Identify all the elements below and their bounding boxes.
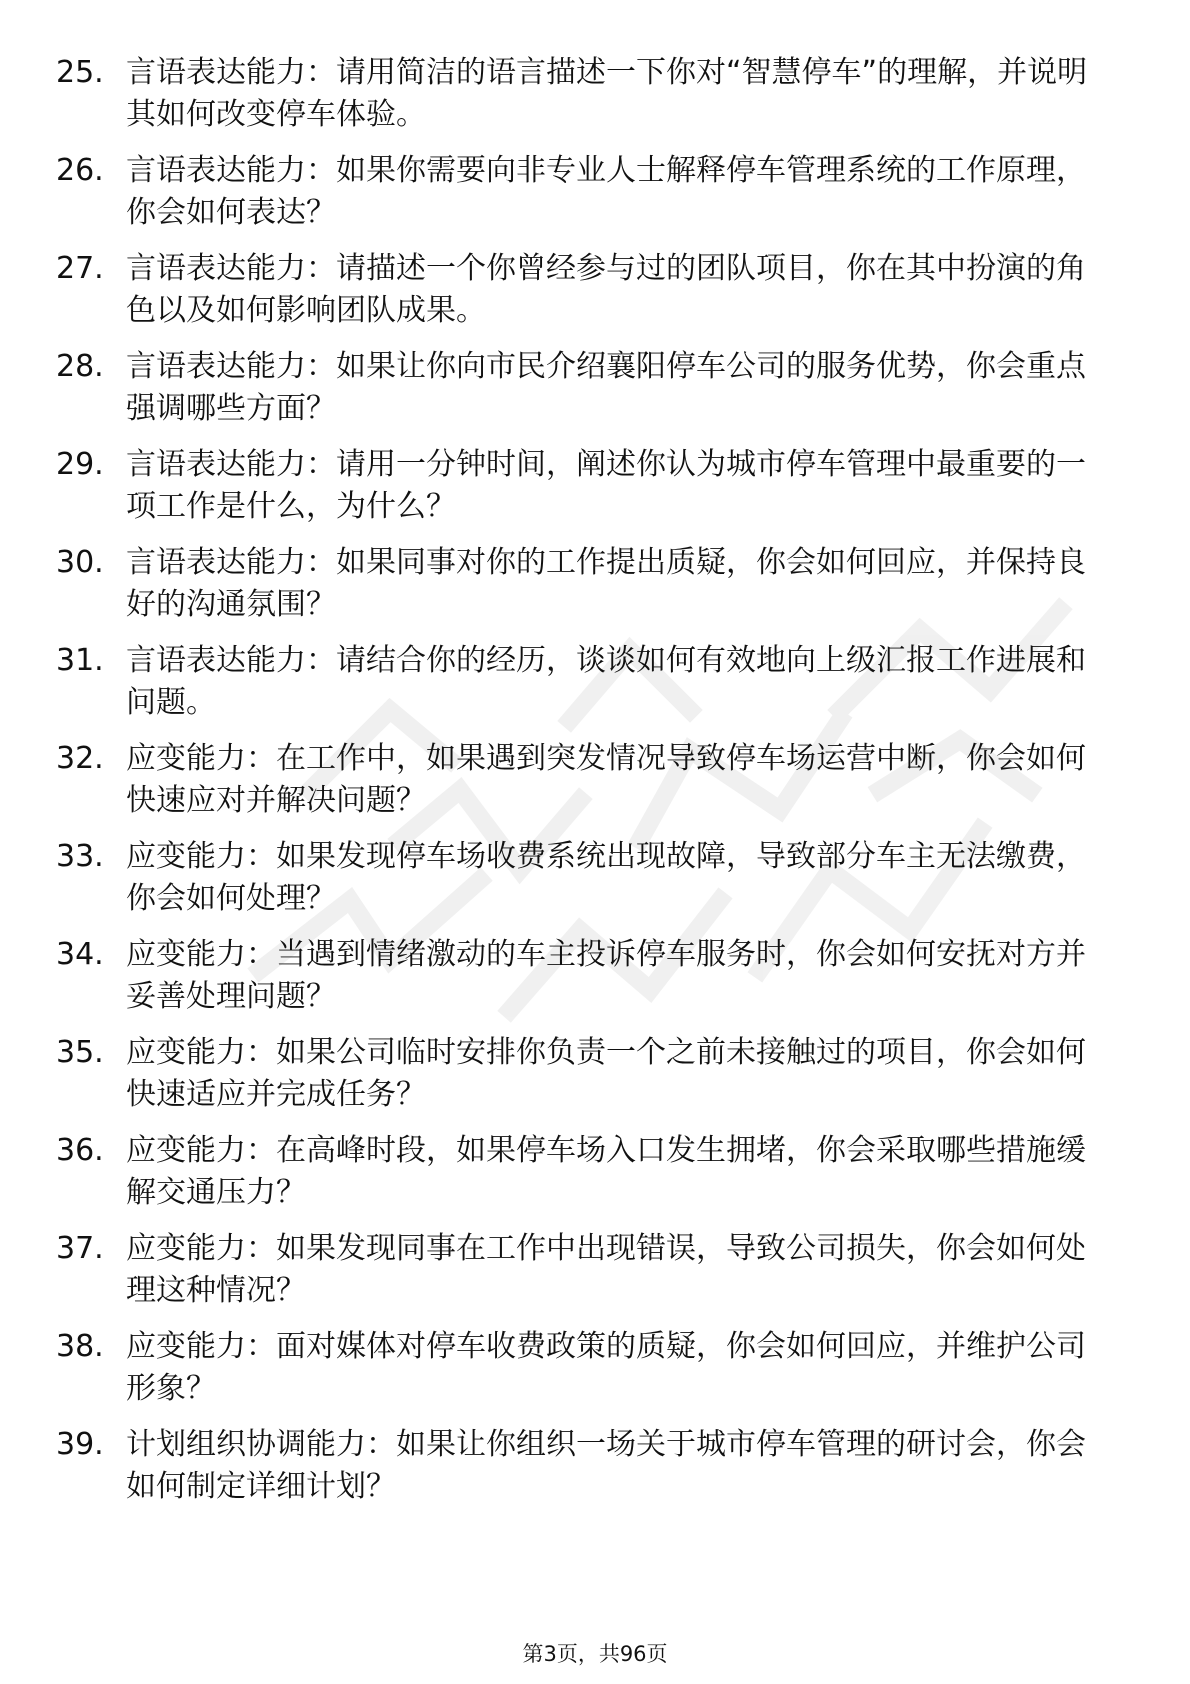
question-number: 32.	[56, 741, 104, 776]
question-number: 39.	[56, 1427, 104, 1462]
question-item	[56, 836, 1116, 934]
question-item	[56, 248, 1116, 346]
question-number: 37.	[56, 1231, 104, 1266]
question-number: 30.	[56, 545, 104, 580]
question-list	[56, 52, 1116, 1522]
question-text: 应变能力：如果发现同事在工作中出现错误，导致公司损失，你会如何处理这种情况？	[126, 1231, 1086, 1308]
question-text: 应变能力：在工作中，如果遇到突发情况导致停车场运营中断，你会如何快速应对并解决问题？	[126, 741, 1086, 818]
question-text: 应变能力：当遇到情绪激动的车主投诉停车服务时，你会如何安抚对方并妥善处理问题？	[126, 937, 1086, 1014]
question-text: 言语表达能力：请用简洁的语言描述一下你对“智慧停车”的理解，并说明其如何改变停车体验。	[126, 55, 1088, 132]
question-number: 33.	[56, 839, 104, 874]
question-text: 言语表达能力：请结合你的经历，谈谈如何有效地向上级汇报工作进展和问题。	[126, 643, 1086, 720]
question-number: 25.	[56, 55, 104, 90]
question-item	[56, 1326, 1116, 1424]
question-item	[56, 150, 1116, 248]
question-number: 29.	[56, 447, 104, 482]
question-text: 应变能力：如果公司临时安排你负责一个之前未接触过的项目，你会如何快速适应并完成任务？	[126, 1035, 1086, 1112]
question-text: 计划组织协调能力：如果让你组织一场关于城市停车管理的研讨会，你会如何制定详细计划？	[126, 1427, 1086, 1504]
question-number: 38.	[56, 1329, 104, 1364]
question-item	[56, 738, 1116, 836]
question-item	[56, 52, 1116, 150]
question-item	[56, 542, 1116, 640]
question-text: 言语表达能力：如果你需要向非专业人士解释停车管理系统的工作原理，你会如何表达？	[126, 153, 1086, 230]
question-number: 35.	[56, 1035, 104, 1070]
question-item	[56, 444, 1116, 542]
question-number: 27.	[56, 251, 104, 286]
question-item	[56, 1130, 1116, 1228]
question-text: 应变能力：如果发现停车场收费系统出现故障，导致部分车主无法缴费，你会如何处理？	[126, 839, 1086, 916]
question-text: 应变能力：面对媒体对停车收费政策的质疑，你会如何回应，并维护公司形象？	[126, 1329, 1086, 1406]
page-footer: 第3页，共96页	[522, 1642, 668, 1666]
question-item	[56, 1032, 1116, 1130]
question-text: 言语表达能力：如果同事对你的工作提出质疑，你会如何回应，并保持良好的沟通氛围？	[126, 545, 1086, 622]
question-item	[56, 640, 1116, 738]
question-item	[56, 1424, 1116, 1522]
question-number: 36.	[56, 1133, 104, 1168]
question-item	[56, 1228, 1116, 1326]
question-text: 应变能力：在高峰时段，如果停车场入口发生拥堵，你会采取哪些措施缓解交通压力？	[126, 1133, 1086, 1210]
question-text: 言语表达能力：请用一分钟时间，阐述你认为城市停车管理中最重要的一项工作是什么，为什么？	[126, 447, 1086, 524]
question-number: 28.	[56, 349, 104, 384]
question-item	[56, 934, 1116, 1032]
question-number: 31.	[56, 643, 104, 678]
question-item	[56, 346, 1116, 444]
question-number: 34.	[56, 937, 104, 972]
question-text: 言语表达能力：请描述一个你曾经参与过的团队项目，你在其中扮演的角色以及如何影响团队成果。	[126, 251, 1086, 328]
question-text: 言语表达能力：如果让你向市民介绍襄阳停车公司的服务优势，你会重点强调哪些方面？	[126, 349, 1086, 426]
question-number: 26.	[56, 153, 104, 188]
